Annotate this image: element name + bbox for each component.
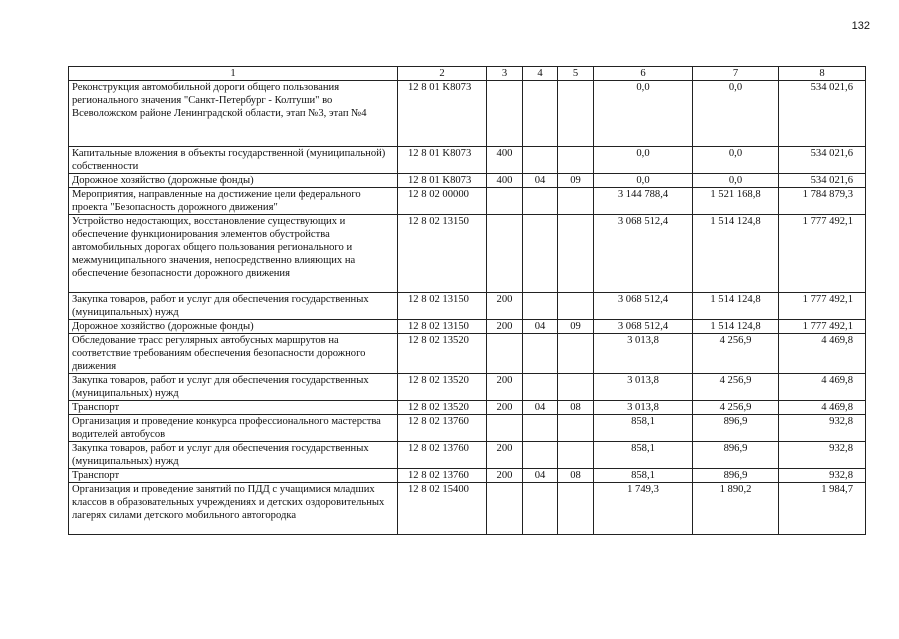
row-value-col6-cell: 0,0 — [594, 81, 693, 147]
page-number: 132 — [851, 20, 870, 32]
table-row — [69, 401, 866, 415]
row-section-cell: 04 — [523, 469, 558, 483]
row-value-col6-cell: 0,0 — [594, 147, 693, 174]
row-code-cell: 12 8 02 15400 — [398, 483, 487, 535]
row-value-col7-cell: 1 514 124,8 — [693, 215, 779, 293]
row-value-col8-cell: 1 777 492,1 — [779, 215, 866, 293]
row-value-col6-cell: 3 013,8 — [594, 334, 693, 374]
header-col-2: 2 — [398, 67, 487, 81]
row-subsection-cell — [558, 334, 594, 374]
row-value-col7-cell: 1 890,2 — [693, 483, 779, 535]
row-value-col6-cell: 0,0 — [594, 174, 693, 188]
row-name-cell: Закупка товаров, работ и услуг для обеспечения государственных (муниципальных) нужд — [69, 293, 398, 320]
row-name-cell: Дорожное хозяйство (дорожные фонды) — [69, 320, 398, 334]
row-code-cell: 12 8 02 13520 — [398, 401, 487, 415]
header-col-3: 3 — [487, 67, 523, 81]
row-name-cell: Реконструкция автомобильной дороги общего пользования регионального значения "Санкт-Петербург - Колтуши" во Всеволожском районе Ленинградской области, этап №3, этап №4 — [69, 81, 398, 147]
header-col-8: 8 — [779, 67, 866, 81]
row-value-col6-cell: 3 068 512,4 — [594, 215, 693, 293]
row-type-cell — [487, 483, 523, 535]
row-value-col7-cell: 896,9 — [693, 415, 779, 442]
row-type-cell — [487, 415, 523, 442]
row-subsection-cell — [558, 374, 594, 401]
row-section-cell — [523, 415, 558, 442]
row-subsection-cell: 08 — [558, 401, 594, 415]
row-type-cell: 200 — [487, 401, 523, 415]
row-subsection-cell — [558, 188, 594, 215]
table-row — [69, 483, 866, 535]
row-value-col6-cell: 3 068 512,4 — [594, 293, 693, 320]
row-code-cell: 12 8 02 13520 — [398, 374, 487, 401]
row-value-col7-cell: 896,9 — [693, 469, 779, 483]
row-value-col8-cell: 932,8 — [779, 442, 866, 469]
row-subsection-cell — [558, 415, 594, 442]
header-col-5: 5 — [558, 67, 594, 81]
row-type-cell: 400 — [487, 147, 523, 174]
row-section-cell — [523, 442, 558, 469]
row-section-cell — [523, 483, 558, 535]
row-code-cell: 12 8 02 13760 — [398, 415, 487, 442]
row-subsection-cell: 09 — [558, 174, 594, 188]
row-subsection-cell — [558, 442, 594, 469]
row-name-cell: Дорожное хозяйство (дорожные фонды) — [69, 174, 398, 188]
row-section-cell — [523, 334, 558, 374]
row-value-col8-cell: 4 469,8 — [779, 334, 866, 374]
row-type-cell: 200 — [487, 320, 523, 334]
row-section-cell — [523, 147, 558, 174]
header-col-7: 7 — [693, 67, 779, 81]
row-section-cell — [523, 81, 558, 147]
row-name-cell: Капитальные вложения в объекты государственной (муниципальной) собственности — [69, 147, 398, 174]
row-value-col7-cell: 4 256,9 — [693, 334, 779, 374]
table-row — [69, 174, 866, 188]
row-name-cell: Транспорт — [69, 401, 398, 415]
row-code-cell: 12 8 02 13760 — [398, 442, 487, 469]
row-value-col6-cell: 3 068 512,4 — [594, 320, 693, 334]
row-type-cell — [487, 81, 523, 147]
row-code-cell: 12 8 02 00000 — [398, 188, 487, 215]
table-row — [69, 293, 866, 320]
row-value-col8-cell: 534 021,6 — [779, 147, 866, 174]
row-value-col7-cell: 1 514 124,8 — [693, 293, 779, 320]
row-section-cell: 04 — [523, 401, 558, 415]
row-code-cell: 12 8 02 13520 — [398, 334, 487, 374]
header-row — [69, 67, 866, 81]
row-value-col8-cell: 932,8 — [779, 469, 866, 483]
row-value-col8-cell: 534 021,6 — [779, 81, 866, 147]
row-name-cell: Обследование трасс регулярных автобусных маршрутов на соответствие требованиям обеспечения безопасности дорожного движения — [69, 334, 398, 374]
row-value-col8-cell: 1 784 879,3 — [779, 188, 866, 215]
table-row — [69, 320, 866, 334]
row-code-cell: 12 8 01 K8073 — [398, 147, 487, 174]
table-row — [69, 374, 866, 401]
row-value-col7-cell: 0,0 — [693, 147, 779, 174]
row-section-cell — [523, 215, 558, 293]
table-row — [69, 81, 866, 147]
row-type-cell: 400 — [487, 174, 523, 188]
budget-table — [68, 66, 866, 535]
table-row — [69, 415, 866, 442]
row-type-cell — [487, 334, 523, 374]
table-row — [69, 334, 866, 374]
row-value-col7-cell: 1 514 124,8 — [693, 320, 779, 334]
row-value-col8-cell: 1 777 492,1 — [779, 320, 866, 334]
row-name-cell: Организация и проведение конкурса профессионального мастерства водителей автобусов — [69, 415, 398, 442]
table-row — [69, 188, 866, 215]
row-value-col7-cell: 4 256,9 — [693, 374, 779, 401]
row-value-col8-cell: 534 021,6 — [779, 174, 866, 188]
header-col-4: 4 — [523, 67, 558, 81]
row-code-cell: 12 8 02 13150 — [398, 320, 487, 334]
row-value-col8-cell: 4 469,8 — [779, 401, 866, 415]
header-col-6: 6 — [594, 67, 693, 81]
row-value-col6-cell: 858,1 — [594, 442, 693, 469]
row-section-cell — [523, 374, 558, 401]
row-subsection-cell — [558, 81, 594, 147]
row-code-cell: 12 8 01 K8073 — [398, 174, 487, 188]
row-subsection-cell: 09 — [558, 320, 594, 334]
row-code-cell: 12 8 02 13150 — [398, 293, 487, 320]
row-type-cell: 200 — [487, 293, 523, 320]
row-subsection-cell: 08 — [558, 469, 594, 483]
row-section-cell — [523, 293, 558, 320]
row-name-cell: Закупка товаров, работ и услуг для обеспечения государственных (муниципальных) нужд — [69, 374, 398, 401]
table-row — [69, 147, 866, 174]
row-value-col8-cell: 932,8 — [779, 415, 866, 442]
row-value-col7-cell: 0,0 — [693, 81, 779, 147]
row-subsection-cell — [558, 215, 594, 293]
row-subsection-cell — [558, 147, 594, 174]
row-section-cell: 04 — [523, 174, 558, 188]
row-name-cell: Транспорт — [69, 469, 398, 483]
row-name-cell: Закупка товаров, работ и услуг для обеспечения государственных (муниципальных) нужд — [69, 442, 398, 469]
row-value-col7-cell: 896,9 — [693, 442, 779, 469]
row-value-col7-cell: 4 256,9 — [693, 401, 779, 415]
table-row — [69, 469, 866, 483]
row-value-col6-cell: 3 013,8 — [594, 401, 693, 415]
row-value-col6-cell: 858,1 — [594, 415, 693, 442]
row-code-cell: 12 8 01 K8073 — [398, 81, 487, 147]
row-type-cell: 200 — [487, 469, 523, 483]
row-name-cell: Устройство недостающих, восстановление существующих и обеспечение функционирования элементов обустройства автомобильных дорогах общего пользования регионального и межмуниципального значения, непосредственно влияющих на обеспечение безопасности дорожного движения — [69, 215, 398, 293]
row-type-cell: 200 — [487, 442, 523, 469]
row-value-col6-cell: 3 013,8 — [594, 374, 693, 401]
row-value-col8-cell: 4 469,8 — [779, 374, 866, 401]
row-code-cell: 12 8 02 13150 — [398, 215, 487, 293]
row-code-cell: 12 8 02 13760 — [398, 469, 487, 483]
row-section-cell: 04 — [523, 320, 558, 334]
table-row — [69, 215, 866, 293]
row-value-col8-cell: 1 777 492,1 — [779, 293, 866, 320]
row-type-cell — [487, 215, 523, 293]
row-name-cell: Мероприятия, направленные на достижение цели федерального проекта "Безопасность дорожного движения" — [69, 188, 398, 215]
row-subsection-cell — [558, 483, 594, 535]
row-value-col7-cell: 0,0 — [693, 174, 779, 188]
table-row — [69, 442, 866, 469]
row-value-col6-cell: 1 749,3 — [594, 483, 693, 535]
row-section-cell — [523, 188, 558, 215]
row-subsection-cell — [558, 293, 594, 320]
row-value-col7-cell: 1 521 168,8 — [693, 188, 779, 215]
row-name-cell: Организация и проведение занятий по ПДД с учащимися младших классов в образовательных учреждениях и детских оздоровительных лагерях силами детского мобильного автогородка — [69, 483, 398, 535]
row-value-col6-cell: 3 144 788,4 — [594, 188, 693, 215]
row-value-col6-cell: 858,1 — [594, 469, 693, 483]
header-col-1: 1 — [69, 67, 398, 81]
row-type-cell — [487, 188, 523, 215]
row-value-col8-cell: 1 984,7 — [779, 483, 866, 535]
row-type-cell: 200 — [487, 374, 523, 401]
